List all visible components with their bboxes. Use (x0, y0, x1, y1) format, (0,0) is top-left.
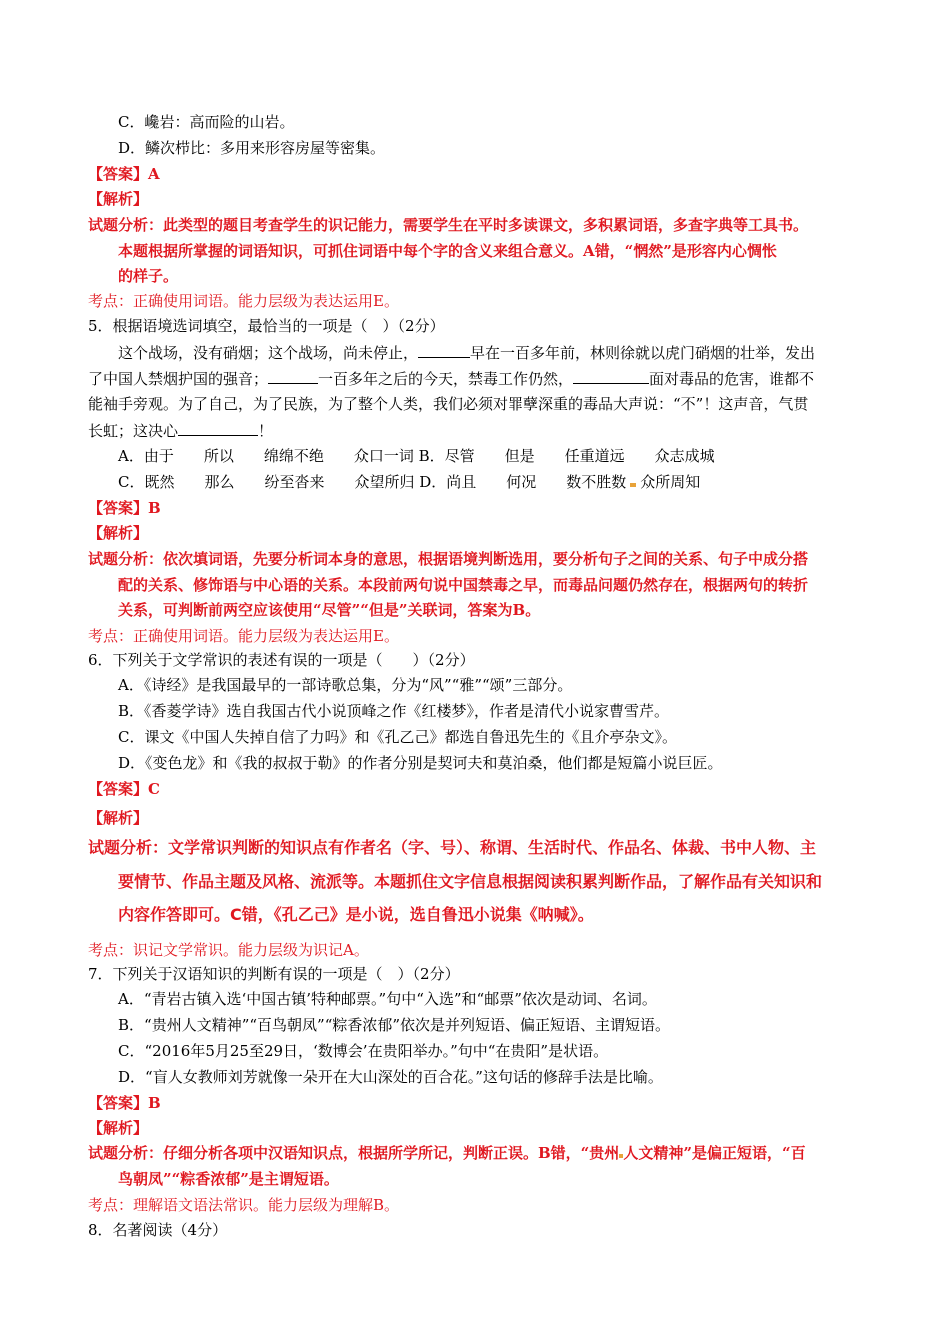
stray-mark-icon (630, 483, 636, 487)
q5-analysis-line-2: 配的关系、修饰语与中心语的关系。本段前两句说中国禁毒之早，而毒品问题仍然存在，根据两句的转折 (118, 576, 809, 594)
q5-passage-line-3: 能袖手旁观。为了自己，为了民族，为了整个人类，我们必须对罪孽深重的毒品大声说：“不”！这声音，气贯 (88, 395, 809, 413)
q7-option-a: A．“青岩古镇入选‘中国古镇’特种邮票。”句中“入选”和“邮票”依次是动词、名词。 (118, 990, 657, 1008)
q5-analysis-line-1: 试题分析：依次填词语，先要分析词本身的意思，根据语境判断选用，要分析句子之间的关系、句子中成分搭 (88, 550, 809, 568)
q4-option-c: C．巉岩：高而险的山岩。 (118, 113, 295, 131)
q4-option-d: D．鳞次栉比：多用来形容房屋等密集。 (118, 139, 386, 157)
q6-kaodian: 考点：识记文学常识。能力层级为识记A。 (88, 941, 369, 959)
q5-passage-line-1 (118, 340, 815, 365)
q5-passage-text: 了中国人禁烟护国的强音； (88, 370, 269, 388)
q4-kaodian: 考点：正确使用词语。能力层级为表达运用E。 (88, 292, 399, 310)
fill-blank-1 (418, 340, 470, 358)
q5-options-cd-text: C．既然 那么 纷至沓来 众望所归 D．尚且 何况 数不胜数 (118, 473, 627, 491)
q5-passage-line-4 (88, 418, 273, 443)
q7-analysis-line-2: 鸟朝凤”“粽香浓郁”是主谓短语。 (118, 1170, 339, 1188)
fill-blank-4 (178, 418, 258, 436)
q5-analysis-line-3: 关系，可判断前两空应该使用“尽管”“但是”关联词，答案为B。 (118, 601, 541, 619)
q6-analysis-line-1: 试题分析：文学常识判断的知识点有作者名（字、号）、称谓、生活时代、作品名、体裁、书中人物、主 (88, 838, 817, 857)
q7-analysis-heading: 【解析】 (88, 1119, 149, 1137)
q5-stem: 5．根据语境选词填空，最恰当的一项是（ ）（2分） (88, 317, 445, 335)
q6-option-b: B．《香菱学诗》选自我国古代小说顶峰之作《红楼梦》，作者是清代小说家曹雪芹。 (118, 702, 670, 720)
q5-passage-line-2 (88, 366, 814, 391)
q6-answer: 【答案】C (88, 780, 160, 798)
q5-options-ab: A．由于 所以 绵绵不绝 众口一词 B．尽管 但是 任重道远 众志成城 (118, 447, 715, 465)
q6-stem: 6．下列关于文学常识的表述有误的一项是（ ）（2分） (88, 651, 475, 669)
q5-kaodian: 考点：正确使用词语。能力层级为表达运用E。 (88, 627, 399, 645)
q4-analysis-line-3: 的样子。 (118, 267, 179, 285)
q7-stem: 7．下列关于汉语知识的判断有误的一项是（ ）（2分） (88, 965, 460, 983)
q5-passage-text: 一百多年之后的今天，禁毒工作仍然， (318, 370, 574, 388)
q4-analysis-line-1: 试题分析：此类型的题目考查学生的识记能力，需要学生在平时多读课文，多积累词语，多查字典等工具书。 (88, 216, 809, 234)
q6-option-d: D．《变色龙》和《我的叔叔于勒》的作者分别是契诃夫和莫泊桑，他们都是短篇小说巨匠。 (118, 754, 723, 772)
q5-passage-text: 面对毒品的危害，谁都不 (649, 370, 815, 388)
q5-answer: 【答案】B (88, 499, 161, 517)
fill-blank-2 (268, 366, 318, 384)
q4-analysis-heading: 【解析】 (88, 190, 149, 208)
q5-passage-text: 长虹；这决心 (88, 422, 179, 440)
q7-option-c: C．“2016年5月25至29日，‘数博会’在贵阳举办。”句中“在贵阳”是状语。 (118, 1042, 609, 1060)
fill-blank-3 (573, 366, 649, 384)
q7-kaodian: 考点：理解语文语法常识。能力层级为理解B。 (88, 1196, 400, 1214)
q5-passage-text: 这个战场，没有硝烟；这个战场，尚未停止， (118, 344, 419, 362)
q7-analysis-line-1 (88, 1141, 806, 1165)
q7-answer: 【答案】B (88, 1094, 161, 1112)
q6-option-c: C．课文《中国人失掉自信了力吗》和《孔乙己》都选自鲁迅先生的《且介亭杂文》。 (118, 728, 677, 746)
q7-analysis-text: 人文精神”是偏正短语，“百 (623, 1144, 806, 1162)
q6-analysis-line-2: 要情节、作品主题及风格、流派等。本题抓住文字信息根据阅读积累判断作品，了解作品有关知识和 (118, 872, 823, 891)
q4-analysis-line-2: 本题根据所掌握的词语知识，可抓住词语中每个字的含义来组合意义。A错，“惘然”是形容内心惆怅 (118, 242, 777, 260)
q6-analysis-line-3: 内容作答即可。C错，《孔乙己》是小说，选自鲁迅小说集《呐喊》。 (118, 905, 594, 924)
q5-passage-text: 早在一百多年前，林则徐就以虎门硝烟的壮举，发出 (470, 344, 816, 362)
q5-options-cd (118, 470, 700, 494)
q7-analysis-text: 试题分析：仔细分析各项中汉语知识点，根据所学所记，判断正误。B错，“贵州 (88, 1144, 620, 1162)
q5-analysis-heading: 【解析】 (88, 524, 149, 542)
q5-passage-text: ！ (258, 422, 274, 440)
q8-stem: 8．名著阅读（4分） (88, 1221, 228, 1239)
q7-option-b: B．“贵州人文精神”“百鸟朝凤”“粽香浓郁”依次是并列短语、偏正短语、主谓短语。 (118, 1016, 671, 1034)
q6-option-a: A．《诗经》是我国最早的一部诗歌总集，分为“风”“雅”“颂”三部分。 (118, 676, 573, 694)
q6-analysis-heading: 【解析】 (88, 809, 149, 827)
q7-option-d: D．“盲人女教师刘芳就像一朵开在大山深处的百合花。”这句话的修辞手法是比喻。 (118, 1068, 663, 1086)
q5-options-cd-tail: 众所周知 (640, 473, 701, 491)
q4-answer: 【答案】A (88, 165, 160, 183)
